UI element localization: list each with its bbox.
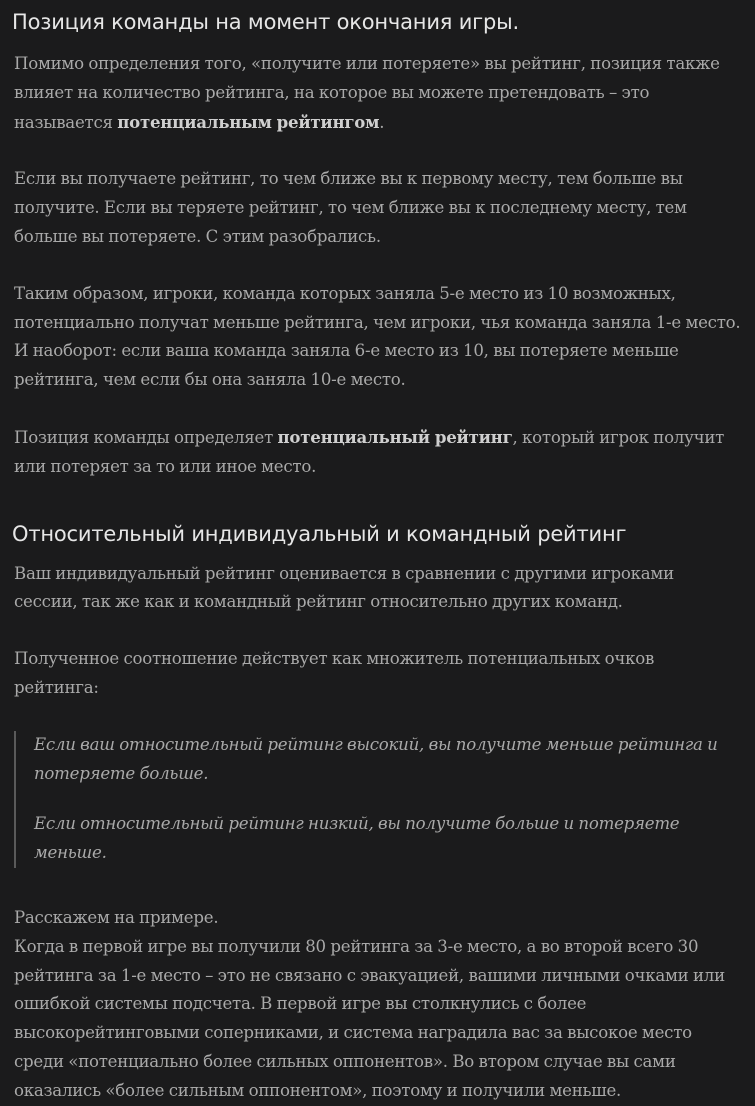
section-heading-relative-rating: Относительный индивидуальный и командный рейтинг	[12, 521, 627, 546]
paragraph-individual-rating: Ваш индивидуальный рейтинг оценивается в сравнении с другими игроками сессии, так же как и командный рейтинг относительно других команд.	[14, 563, 674, 612]
paragraph-text: , который игрок получит или потеряет за то или иное место.	[14, 427, 725, 476]
paragraph-position-defines	[14, 423, 741, 482]
quote-low-rating: Если относительный рейтинг низкий, вы получите больше и потеряете меньше.	[34, 814, 680, 863]
paragraph-example-places: Таким образом, игроки, команда которых заняла 5-е место из 10 возможных, потенциально получат меньше рейтинга, чем игроки, чья команда заняла 1-е место. И наоборот: если ваша команда заняла 6-е место из 10, вы потеряете меньше рейтинга, чем если бы она заняла 10-е место.	[14, 283, 741, 390]
bold-term-potential-rating: потенциальным рейтингом	[117, 111, 380, 132]
paragraph-potential-rating-intro	[14, 50, 741, 137]
blockquote	[14, 731, 741, 868]
paragraph-text: .	[379, 112, 385, 132]
paragraph-text: Позиция команды определяет	[14, 427, 278, 447]
quote-high-rating: Если ваш относительный рейтинг высокий, вы получите меньше рейтинга и потеряете больше.	[34, 734, 718, 783]
paragraph-example-explanation: Когда в первой игре вы получили 80 рейтинга за 3-е место, а во второй всего 30 рейтинга за 1-е место – это не связано с эвакуацией, вашими личными очками или ошибкой системы подсчета. В первой игре вы столкнулись с более высокорейтинговыми соперниками, и система наградила вас за высокое место среди «потенциально более сильных оппонентов». Во втором случае вы сами оказались «более сильным оппонентом», поэтому и получили меньше.	[14, 936, 725, 1100]
paragraph-multiplier: Полученное соотношение действует как множитель потенциальных очков рейтинга:	[14, 649, 655, 697]
bold-term-potential-rating: потенциальный рейтинг	[277, 426, 513, 447]
paragraph-text: Помимо определения того, «получите или потеряете» вы рейтинг, позиция также влияет на количество рейтинга, на которое вы можете претендовать – это называется	[14, 54, 720, 132]
section-heading-team-position: Позиция команды на момент окончания игры.	[12, 10, 519, 34]
paragraph-gain-loss: Если вы получаете рейтинг, то чем ближе вы к первому месту, тем больше вы получите. Если вы теряете рейтинг, то чем ближе вы к последнему месту, тем больше вы потеряете. С этим разобрались.	[14, 169, 687, 246]
paragraph-example-intro: Расскажем на примере.	[14, 907, 219, 927]
